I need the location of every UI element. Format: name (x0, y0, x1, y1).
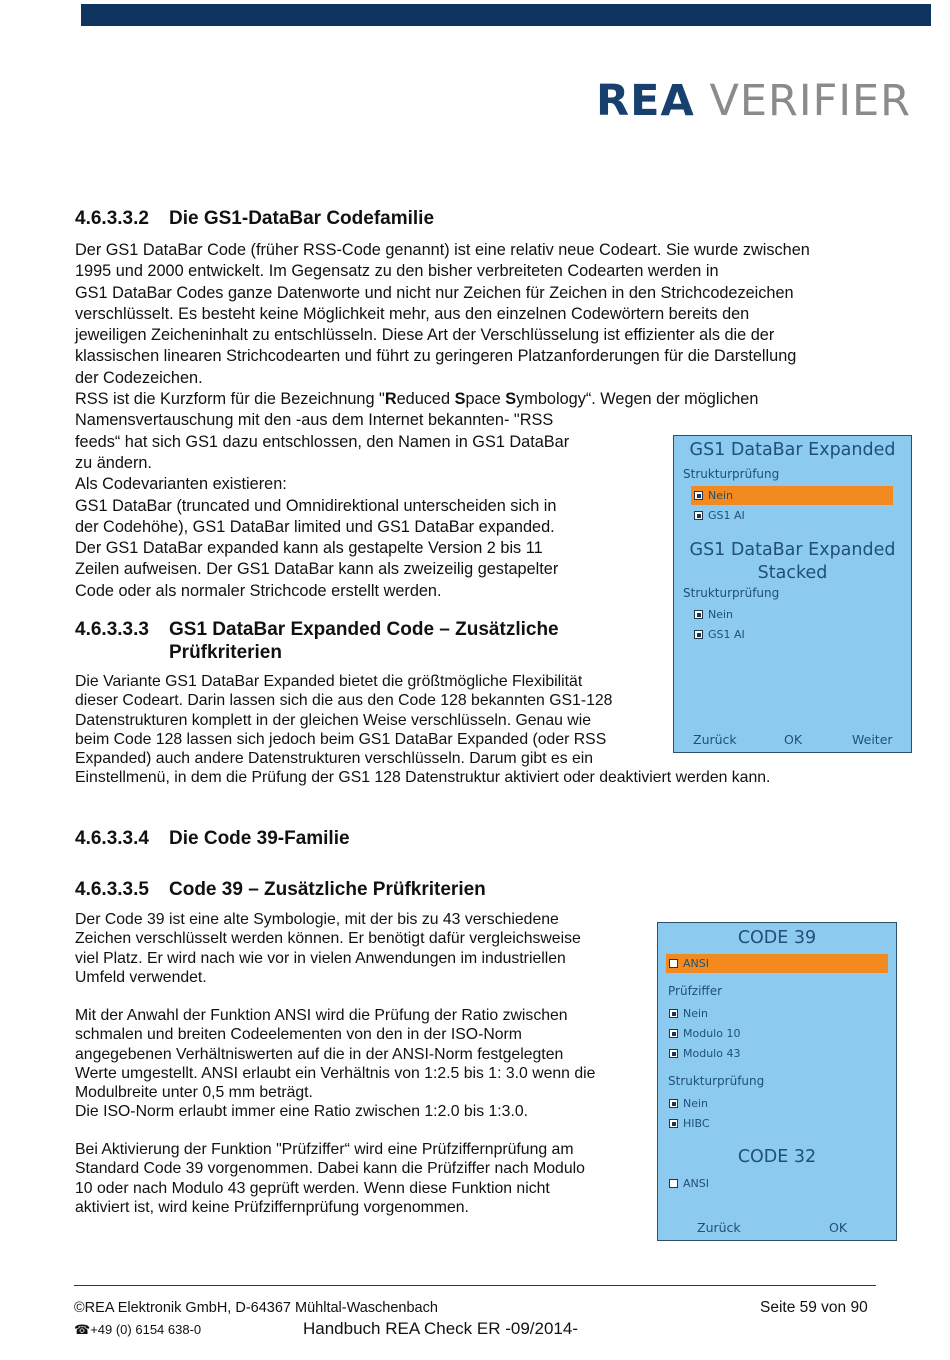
text-line: Die Variante GS1 DataBar Expanded bietet die größtmögliche Flexibilität (75, 673, 583, 690)
option-ansi[interactable] (669, 957, 709, 970)
menu-title-line: Stacked (757, 563, 828, 583)
text-line: Der GS1 DataBar Code (früher RSS-Code genannt) ist eine relativ neue Codeart. Sie wurde zwischen (75, 241, 810, 259)
text-line: Expanded) auch andere Datenstrukturen verschlüsseln. Darum gibt es ein (75, 750, 594, 768)
header-bar (81, 4, 931, 26)
option-label: GS1 AI (708, 628, 745, 641)
checkbox-icon (694, 630, 703, 639)
footer-phone: ☎+49 (0) 6154 638-0 (74, 1322, 202, 1337)
section-heading-code39 (75, 879, 486, 901)
text-line: Mit der Anwahl der Funktion ANSI wird die Prüfung der Ratio zwischen (75, 1007, 568, 1024)
section-heading-code39-family (75, 828, 350, 850)
text-line: Werte umgestellt. ANSI erlaubt ein Verhältnis von 1:2.5 bis 1: 3.0 wenn die (75, 1064, 596, 1082)
text-line: Der GS1 DataBar expanded kann als gestapelte Version 2 bis 11 (75, 539, 543, 558)
text-line: Der Code 39 ist eine alte Symbologie, mit der bis zu 43 verschiedene (75, 911, 559, 928)
option-hibc[interactable] (669, 1117, 710, 1130)
option-label: HIBC (683, 1117, 710, 1130)
section-number: 4.6.3.3.5 (75, 879, 149, 900)
checkbox-icon (669, 1099, 678, 1108)
section-title: Code 39 – Zusätzliche Prüfkriterien (169, 879, 486, 900)
text-line: Datenstrukturen komplett in der gleichen Weise verschlüsseln. Genau wie (75, 711, 591, 729)
text-line: Die ISO-Norm erlaubt immer eine Ratio zwischen 1:2.0 bis 1:3.0. (75, 1103, 529, 1121)
option-modulo-43[interactable] (669, 1047, 740, 1060)
text: educed (396, 390, 455, 409)
text-line: der Codehöhe), GS1 DataBar limited und GS1 DataBar expanded. (75, 517, 555, 536)
menu-label: Prüfziffer (668, 984, 723, 998)
text: “. Wegen der möglichen (585, 390, 759, 409)
footer-handbook: Handbuch REA Check ER -09/2014- (303, 1319, 578, 1338)
option-label: GS1 AI (708, 509, 745, 522)
menu-title: GS1 DataBar Expanded (689, 440, 896, 460)
text-line: viel Platz. Er wird nach wie vor in vielen Anwendungen im industriellen (75, 949, 566, 967)
section-heading-databar (75, 208, 434, 230)
bold-letter: R (384, 390, 397, 409)
option-label: Nein (708, 489, 734, 502)
text: ymbology (516, 390, 586, 409)
option-nein[interactable] (669, 1007, 708, 1020)
text-line: Bei Aktivierung der Funktion "Prüfziffer“ wird eine Prüfziffernprüfung am (75, 1141, 574, 1158)
next-button[interactable]: Weiter (852, 732, 893, 747)
option-modulo-10[interactable] (669, 1027, 740, 1040)
text-line: verschlüsselt. Es besteht keine Möglichkeit mehr, aus den einzelnen Codewörtern bereits den (75, 304, 750, 323)
text-line: 10 oder nach Modulo 43 geprüft werden. Wenn diese Funktion nicht (75, 1179, 550, 1197)
section-heading-expanded (75, 618, 559, 664)
option-label: Nein (683, 1097, 709, 1110)
checkbox-icon (694, 491, 703, 500)
option-ansi[interactable] (669, 1177, 709, 1190)
ok-button[interactable]: OK (829, 1220, 848, 1235)
checkbox-icon (694, 511, 703, 520)
text-line: beim Code 128 lassen sich jedoch beim GS1 DataBar Expanded (oder RSS (75, 730, 607, 748)
text-line: dieser Codeart. Darin lassen sich die aus den Code 128 bekannten GS1-128 (75, 692, 613, 710)
text-line: feeds“ hat sich GS1 dazu entschlossen, den Namen in GS1 DataBar (75, 432, 570, 451)
footer-page-number: Seite 59 von 90 (760, 1299, 868, 1316)
text-line: jeweiligen Zeicheninhalt zu entschlüsseln. Diese Art der Verschlüsselung ist effizienter als die der (75, 326, 775, 345)
logo-verifier: VERIFIER (709, 76, 912, 126)
code39-paragraph-1 (75, 910, 581, 987)
option-nein[interactable] (694, 489, 733, 502)
text-line: Einstellmenü, in dem die Prüfung der GS1 128 Datenstruktur aktiviert oder deaktiviert werden kann. (75, 769, 771, 787)
text: RSS ist die Kurzform für die Bezeichnung " (75, 390, 385, 409)
text-line: Modulbreite unter 0,5 mm beträgt. (75, 1084, 313, 1102)
back-button[interactable]: Zurück (697, 1220, 741, 1235)
option-nein[interactable] (694, 608, 733, 621)
footer-divider (74, 1285, 876, 1286)
footer-copyright: ©REA Elektronik GmbH, D-64367 Mühltal-Waschenbach (74, 1300, 438, 1316)
text-line: Code oder als normaler Strichcode erstellt werden. (75, 581, 442, 600)
menu-title: CODE 32 (737, 1147, 817, 1167)
text-line: 1995 und 2000 entwickelt. Im Gegensatz zu den bisher verbreiteten Codearten werden in (75, 262, 719, 281)
text-line: Zeichen verschlüsselt werden können. Er benötigt dafür vergleichsweise (75, 930, 581, 948)
text-line: Umfeld verwendet. (75, 968, 207, 986)
option-label: Nein (708, 608, 734, 621)
text-line: Namensvertauschung mit den -aus dem Internet bekannten- "RSS (75, 411, 554, 430)
code39-menu-screenshot (657, 922, 897, 1241)
text: pace (465, 390, 506, 409)
section-title: Die Code 39-Familie (169, 828, 350, 849)
option-label: ANSI (683, 1177, 709, 1190)
text-line: der Codezeichen. (75, 368, 203, 387)
checkbox-icon (669, 1009, 678, 1018)
section-title: Die GS1-DataBar Codefamilie (169, 208, 435, 229)
section-number: 4.6.3.3.3 (75, 619, 149, 640)
text-line: zu ändern. (75, 453, 152, 472)
text-line: angegebenen Verhältniswerten auf die in der ANSI-Norm festgelegten (75, 1045, 564, 1063)
checkbox-icon (669, 1179, 678, 1188)
menu-title: CODE 39 (737, 928, 817, 948)
option-label: Nein (683, 1007, 709, 1020)
checkbox-icon (669, 1119, 678, 1128)
text-line: aktiviert ist, wird keine Prüfziffernprüfung vorgenommen. (75, 1198, 469, 1216)
section-title-line2: Prüfkriterien (169, 642, 282, 663)
checkbox-icon (694, 610, 703, 619)
option-gs1-ai[interactable] (694, 628, 745, 641)
menu-label: Strukturprüfung (683, 586, 780, 600)
text-line: Standard Code 39 vorgenommen. Dabei kann die Prüfziffer nach Modulo (75, 1160, 585, 1178)
option-nein[interactable] (669, 1097, 708, 1110)
text-line: klassischen linearen Strichcodearten und führt zu geringeren Platzanforderungen für die Darstellung (75, 347, 797, 366)
option-gs1-ai[interactable] (694, 509, 745, 522)
checkbox-icon (669, 1029, 678, 1038)
option-label: Modulo 10 (683, 1027, 741, 1040)
code39-paragraph-3 (75, 1140, 585, 1217)
back-button[interactable]: Zurück (693, 732, 737, 747)
option-label: Modulo 43 (683, 1047, 741, 1060)
expanded-paragraph (75, 672, 770, 788)
section-title-line1: GS1 DataBar Expanded Code – Zusätzliche (169, 619, 559, 640)
menu-title-line: GS1 DataBar Expanded (689, 540, 896, 560)
checkbox-icon (669, 1049, 678, 1058)
bold-letter: S (454, 390, 466, 409)
ok-button[interactable]: OK (784, 732, 803, 747)
text-line: GS1 DataBar (truncated und Omnidirektional unterscheiden sich in (75, 496, 557, 515)
option-label: ANSI (683, 957, 709, 970)
menu-label: Strukturprüfung (668, 1074, 765, 1088)
text-line: Als Codevarianten existieren: (75, 475, 287, 494)
text-line: GS1 DataBar Codes ganze Datenworte und nicht nur Zeichen für Zeichen in den Strichcodezeichen (75, 283, 794, 302)
code39-paragraph-2 (75, 1006, 595, 1122)
bold-letter: S (505, 390, 517, 409)
section-number: 4.6.3.3.2 (75, 208, 149, 229)
checkbox-icon (669, 959, 678, 968)
menu-title (674, 539, 911, 585)
rss-line (75, 389, 810, 410)
logo-rea: REA (596, 76, 695, 126)
text-line: Zeilen aufweisen. Der GS1 DataBar kann als zweizeilig gestapelter (75, 560, 559, 579)
text-line: schmalen und breiten Codeelementen von den in der ISO-Norm (75, 1026, 522, 1044)
section-number: 4.6.3.3.4 (75, 828, 149, 849)
rea-verifier-logo (596, 78, 911, 124)
menu-label: Strukturprüfung (683, 467, 780, 481)
gs1-databar-menu-screenshot (673, 435, 912, 753)
